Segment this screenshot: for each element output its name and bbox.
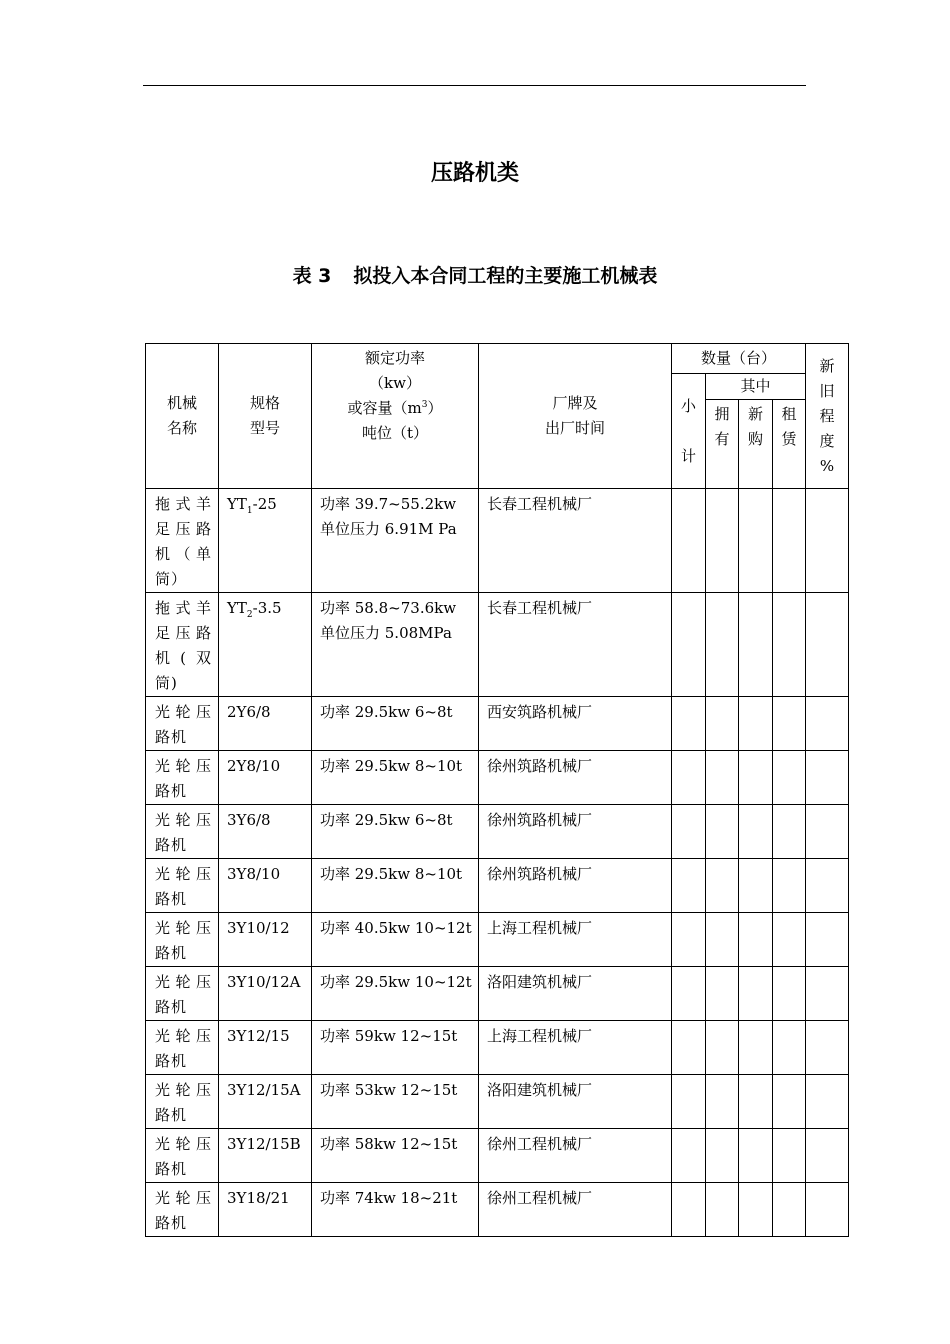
- machine-name-cell: 光轮压路机: [146, 805, 219, 859]
- model-cell: 3Y10/12A: [219, 967, 312, 1021]
- maker-cell: 徐州筑路机械厂: [479, 859, 672, 913]
- table-title-text: 拟投入本合同工程的主要施工机械表: [353, 265, 658, 287]
- machine-name-cell: 光轮压路机: [146, 967, 219, 1021]
- rent-cell: [773, 805, 806, 859]
- new-buy-cell: [739, 1129, 773, 1183]
- power-cell: 功率 29.5kw 8~10t: [312, 859, 479, 913]
- subtotal-cell: [672, 751, 706, 805]
- header-power: 额定功率 （kw） 或容量$(m^3)$ 吨位（t）: [312, 344, 479, 489]
- header-among: 其中: [706, 374, 806, 400]
- machinery-table: [145, 343, 849, 1237]
- table-row: [146, 593, 849, 697]
- rent-cell: [773, 751, 806, 805]
- condition-cell: [806, 489, 849, 593]
- own-cell: [706, 1183, 739, 1237]
- power-cell: 功率 29.5kw 10~12t: [312, 967, 479, 1021]
- rent-cell: [773, 859, 806, 913]
- power-cell: 功率 58kw 12~15t: [312, 1129, 479, 1183]
- own-cell: [706, 1129, 739, 1183]
- own-cell: [706, 593, 739, 697]
- rent-cell: [773, 593, 806, 697]
- power-cell: 功率 29.5kw 6~8t: [312, 697, 479, 751]
- subtotal-cell: [672, 1183, 706, 1237]
- subtotal-cell: [672, 805, 706, 859]
- own-cell: [706, 913, 739, 967]
- condition-cell: [806, 913, 849, 967]
- rent-cell: [773, 1075, 806, 1129]
- power-cell: 功率 29.5kw 8~10t: [312, 751, 479, 805]
- subtotal-cell: [672, 593, 706, 697]
- machine-name-cell: 光轮压路机: [146, 1075, 219, 1129]
- header-new-buy: 新 购: [739, 400, 773, 489]
- table-row: [146, 751, 849, 805]
- power-cell: 功率 59kw 12~15t: [312, 1021, 479, 1075]
- condition-cell: [806, 1075, 849, 1129]
- machine-name-cell: 光轮压路机: [146, 1021, 219, 1075]
- own-cell: [706, 805, 739, 859]
- header-name: 机械 名称: [146, 344, 219, 489]
- new-buy-cell: [739, 1021, 773, 1075]
- model-cell: 3Y6/8: [219, 805, 312, 859]
- model-cell: $YT_2-3.5$: [219, 593, 312, 697]
- new-buy-cell: [739, 859, 773, 913]
- model-cell: 2Y8/10: [219, 751, 312, 805]
- machine-name-cell: 光轮压路机: [146, 859, 219, 913]
- rent-cell: [773, 913, 806, 967]
- power-cell: 功率 53kw 12~15t: [312, 1075, 479, 1129]
- maker-cell: 徐州工程机械厂: [479, 1129, 672, 1183]
- maker-cell: 上海工程机械厂: [479, 913, 672, 967]
- own-cell: [706, 859, 739, 913]
- rent-cell: [773, 967, 806, 1021]
- condition-cell: [806, 967, 849, 1021]
- model-cell: 3Y12/15: [219, 1021, 312, 1075]
- own-cell: [706, 1075, 739, 1129]
- subtotal-cell: [672, 1075, 706, 1129]
- power-cell: 功率 58.8~73.6kw 单位压力 5.08MPa: [312, 593, 479, 697]
- header-quantity: 数量（台）: [672, 344, 806, 374]
- maker-cell: 西安筑路机械厂: [479, 697, 672, 751]
- table-row: [146, 697, 849, 751]
- subtotal-cell: [672, 1021, 706, 1075]
- machine-name-cell: 光轮压路机: [146, 751, 219, 805]
- condition-cell: [806, 859, 849, 913]
- new-buy-cell: [739, 967, 773, 1021]
- rent-cell: [773, 489, 806, 593]
- new-buy-cell: [739, 489, 773, 593]
- machine-name-cell: 拖式羊足压路机(双筒): [146, 593, 219, 697]
- own-cell: [706, 751, 739, 805]
- own-cell: [706, 697, 739, 751]
- new-buy-cell: [739, 913, 773, 967]
- header-row-1: [146, 344, 849, 374]
- subtotal-cell: [672, 967, 706, 1021]
- table-row: [146, 1021, 849, 1075]
- condition-cell: [806, 1183, 849, 1237]
- condition-cell: [806, 751, 849, 805]
- header-condition: 新 旧 程 度 %: [806, 344, 849, 489]
- power-cell: 功率 39.7~55.2kw 单位压力 6.91M Pa: [312, 489, 479, 593]
- table-row: [146, 489, 849, 593]
- model-cell: 3Y8/10: [219, 859, 312, 913]
- own-cell: [706, 1021, 739, 1075]
- machine-name-cell: 光轮压路机: [146, 1183, 219, 1237]
- table-row: [146, 805, 849, 859]
- own-cell: [706, 489, 739, 593]
- maker-cell: 洛阳建筑机械厂: [479, 967, 672, 1021]
- subtotal-cell: [672, 913, 706, 967]
- subtotal-cell: [672, 489, 706, 593]
- table-row: [146, 859, 849, 913]
- table-row: [146, 913, 849, 967]
- new-buy-cell: [739, 593, 773, 697]
- header-own: 拥 有: [706, 400, 739, 489]
- model-cell: 3Y10/12: [219, 913, 312, 967]
- condition-cell: [806, 805, 849, 859]
- table-row: [146, 1129, 849, 1183]
- maker-cell: 长春工程机械厂: [479, 489, 672, 593]
- condition-cell: [806, 697, 849, 751]
- subtotal-cell: [672, 1129, 706, 1183]
- rent-cell: [773, 1021, 806, 1075]
- new-buy-cell: [739, 751, 773, 805]
- condition-cell: [806, 1021, 849, 1075]
- machine-name-cell: 光轮压路机: [146, 913, 219, 967]
- own-cell: [706, 967, 739, 1021]
- header-model: 规格 型号: [219, 344, 312, 489]
- table-row: [146, 967, 849, 1021]
- condition-cell: [806, 593, 849, 697]
- subtotal-cell: [672, 859, 706, 913]
- maker-cell: 上海工程机械厂: [479, 1021, 672, 1075]
- model-cell: 2Y6/8: [219, 697, 312, 751]
- maker-cell: 长春工程机械厂: [479, 593, 672, 697]
- power-cell: 功率 74kw 18~21t: [312, 1183, 479, 1237]
- header-rule: [143, 85, 806, 86]
- power-cell: 功率 40.5kw 10~12t: [312, 913, 479, 967]
- header-rent: 租 赁: [773, 400, 806, 489]
- machine-name-cell: 拖式羊足压路机（单筒）: [146, 489, 219, 593]
- condition-cell: [806, 1129, 849, 1183]
- model-cell: 3Y18/21: [219, 1183, 312, 1237]
- table-number: 表 3: [292, 265, 332, 287]
- power-cell: 功率 29.5kw 6~8t: [312, 805, 479, 859]
- maker-cell: 徐州工程机械厂: [479, 1183, 672, 1237]
- rent-cell: [773, 1183, 806, 1237]
- table-title: [0, 261, 950, 288]
- new-buy-cell: [739, 1075, 773, 1129]
- rent-cell: [773, 697, 806, 751]
- header-maker: 厂牌及 出厂时间: [479, 344, 672, 489]
- subtotal-cell: [672, 697, 706, 751]
- table-row: [146, 1183, 849, 1237]
- new-buy-cell: [739, 697, 773, 751]
- category-title: 压路机类: [430, 161, 519, 186]
- new-buy-cell: [739, 1183, 773, 1237]
- new-buy-cell: [739, 805, 773, 859]
- model-cell: $YT_1-25$: [219, 489, 312, 593]
- machine-name-cell: 光轮压路机: [146, 697, 219, 751]
- rent-cell: [773, 1129, 806, 1183]
- header-subtotal: 小 计: [672, 374, 706, 489]
- maker-cell: 徐州筑路机械厂: [479, 751, 672, 805]
- model-cell: 3Y12/15A: [219, 1075, 312, 1129]
- maker-cell: 徐州筑路机械厂: [479, 805, 672, 859]
- machine-name-cell: 光轮压路机: [146, 1129, 219, 1183]
- maker-cell: 洛阳建筑机械厂: [479, 1075, 672, 1129]
- table-row: [146, 1075, 849, 1129]
- model-cell: 3Y12/15B: [219, 1129, 312, 1183]
